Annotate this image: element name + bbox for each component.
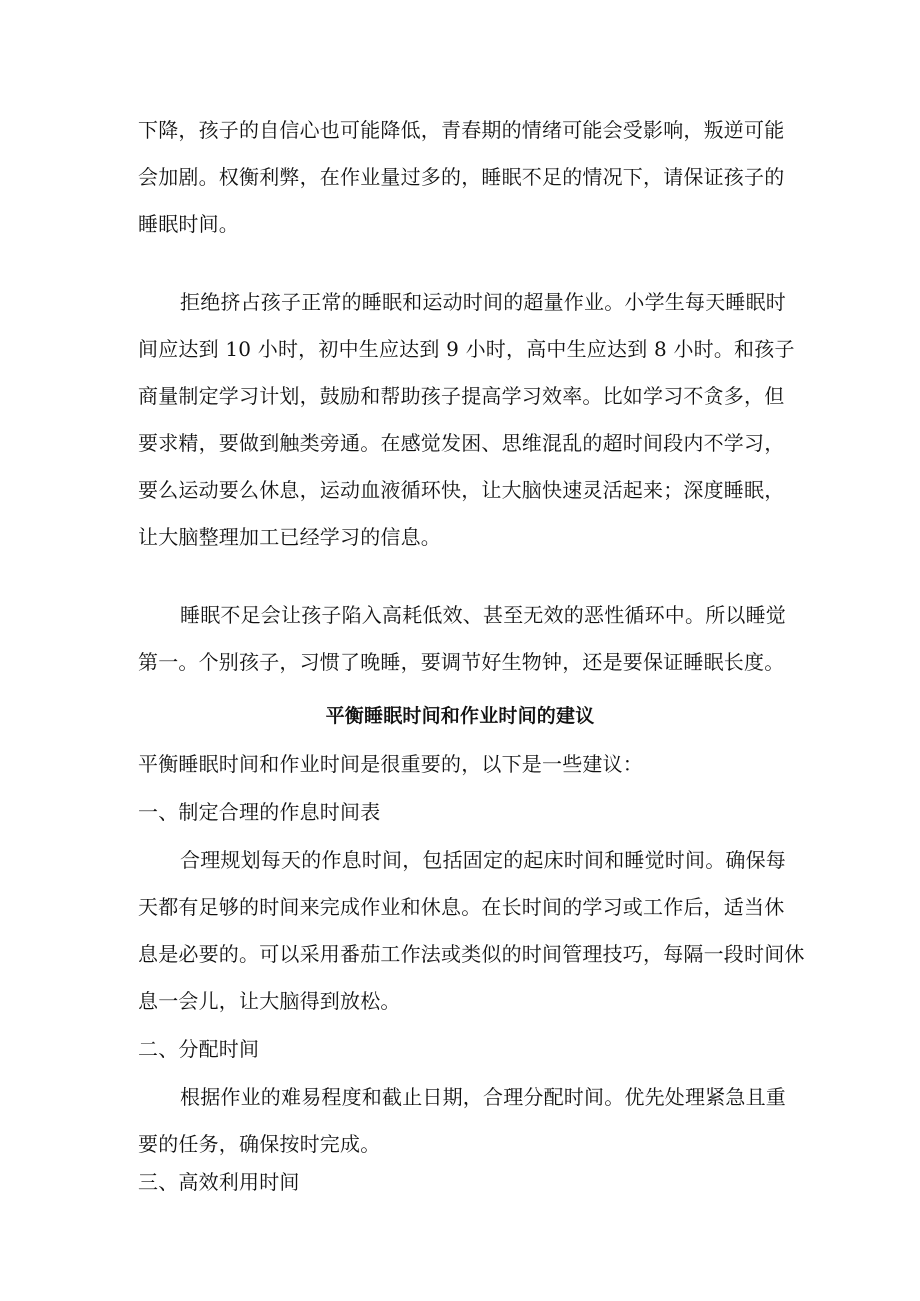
paragraph-line: 平衡睡眠时间和作业时间是很重要的，以下是一些建议： bbox=[138, 752, 643, 776]
paragraph-line: 要么运动要么休息，运动血液循环快，让大脑快速灵活起来；深度睡眠， bbox=[138, 478, 785, 502]
paragraph-line: 会加剧。权衡利弊，在作业量过多的，睡眠不足的情况下，请保证孩子的 bbox=[138, 165, 785, 189]
paragraph-line: 息一会儿，让大脑得到放松。 bbox=[138, 989, 401, 1013]
subheading: 三、高效利用时间 bbox=[138, 1170, 300, 1194]
paragraph-line: 间应达到 10 小时，初中生应达到 9 小时，高中生应达到 8 小时。和孩子 bbox=[138, 337, 795, 361]
paragraph-line: 睡眠不足会让孩子陷入高耗低效、甚至无效的恶性循环中。所以睡觉 bbox=[180, 603, 786, 627]
paragraph-line: 拒绝挤占孩子正常的睡眠和运动时间的超量作业。小学生每天睡眠时 bbox=[180, 290, 786, 314]
section-heading: 平衡睡眠时间和作业时间的建议 bbox=[325, 705, 595, 727]
subheading: 二、分配时间 bbox=[138, 1037, 260, 1061]
paragraph-line: 下降，孩子的自信心也可能降低，青春期的情绪可能会受影响，叛逆可能 bbox=[138, 118, 785, 142]
paragraph-line: 天都有足够的时间来完成作业和休息。在长时间的学习或工作后，适当休 bbox=[138, 895, 785, 919]
paragraph-line: 息是必要的。可以采用番茄工作法或类似的时间管理技巧，每隔一段时间休 bbox=[138, 942, 805, 966]
paragraph-line: 让大脑整理加工已经学习的信息。 bbox=[138, 525, 441, 549]
paragraph-line: 第一。个别孩子，习惯了晚睡，要调节好生物钟，还是要保证睡眠长度。 bbox=[138, 650, 785, 674]
paragraph-line: 根据作业的难易程度和截止日期，合理分配时间。优先处理紧急且重 bbox=[180, 1085, 786, 1109]
paragraph-line: 要的任务，确保按时完成。 bbox=[138, 1132, 381, 1156]
paragraph-line: 合理规划每天的作息时间，包括固定的起床时间和睡觉时间。确保每 bbox=[180, 848, 786, 872]
paragraph-line: 睡眠时间。 bbox=[138, 212, 239, 236]
paragraph-line: 要求精，要做到触类旁通。在感觉发困、思维混乱的超时间段内不学习， bbox=[138, 431, 785, 455]
subheading: 一、制定合理的作息时间表 bbox=[138, 800, 381, 824]
paragraph-line: 商量制定学习计划，鼓励和帮助孩子提高学习效率。比如学习不贪多，但 bbox=[138, 384, 785, 408]
